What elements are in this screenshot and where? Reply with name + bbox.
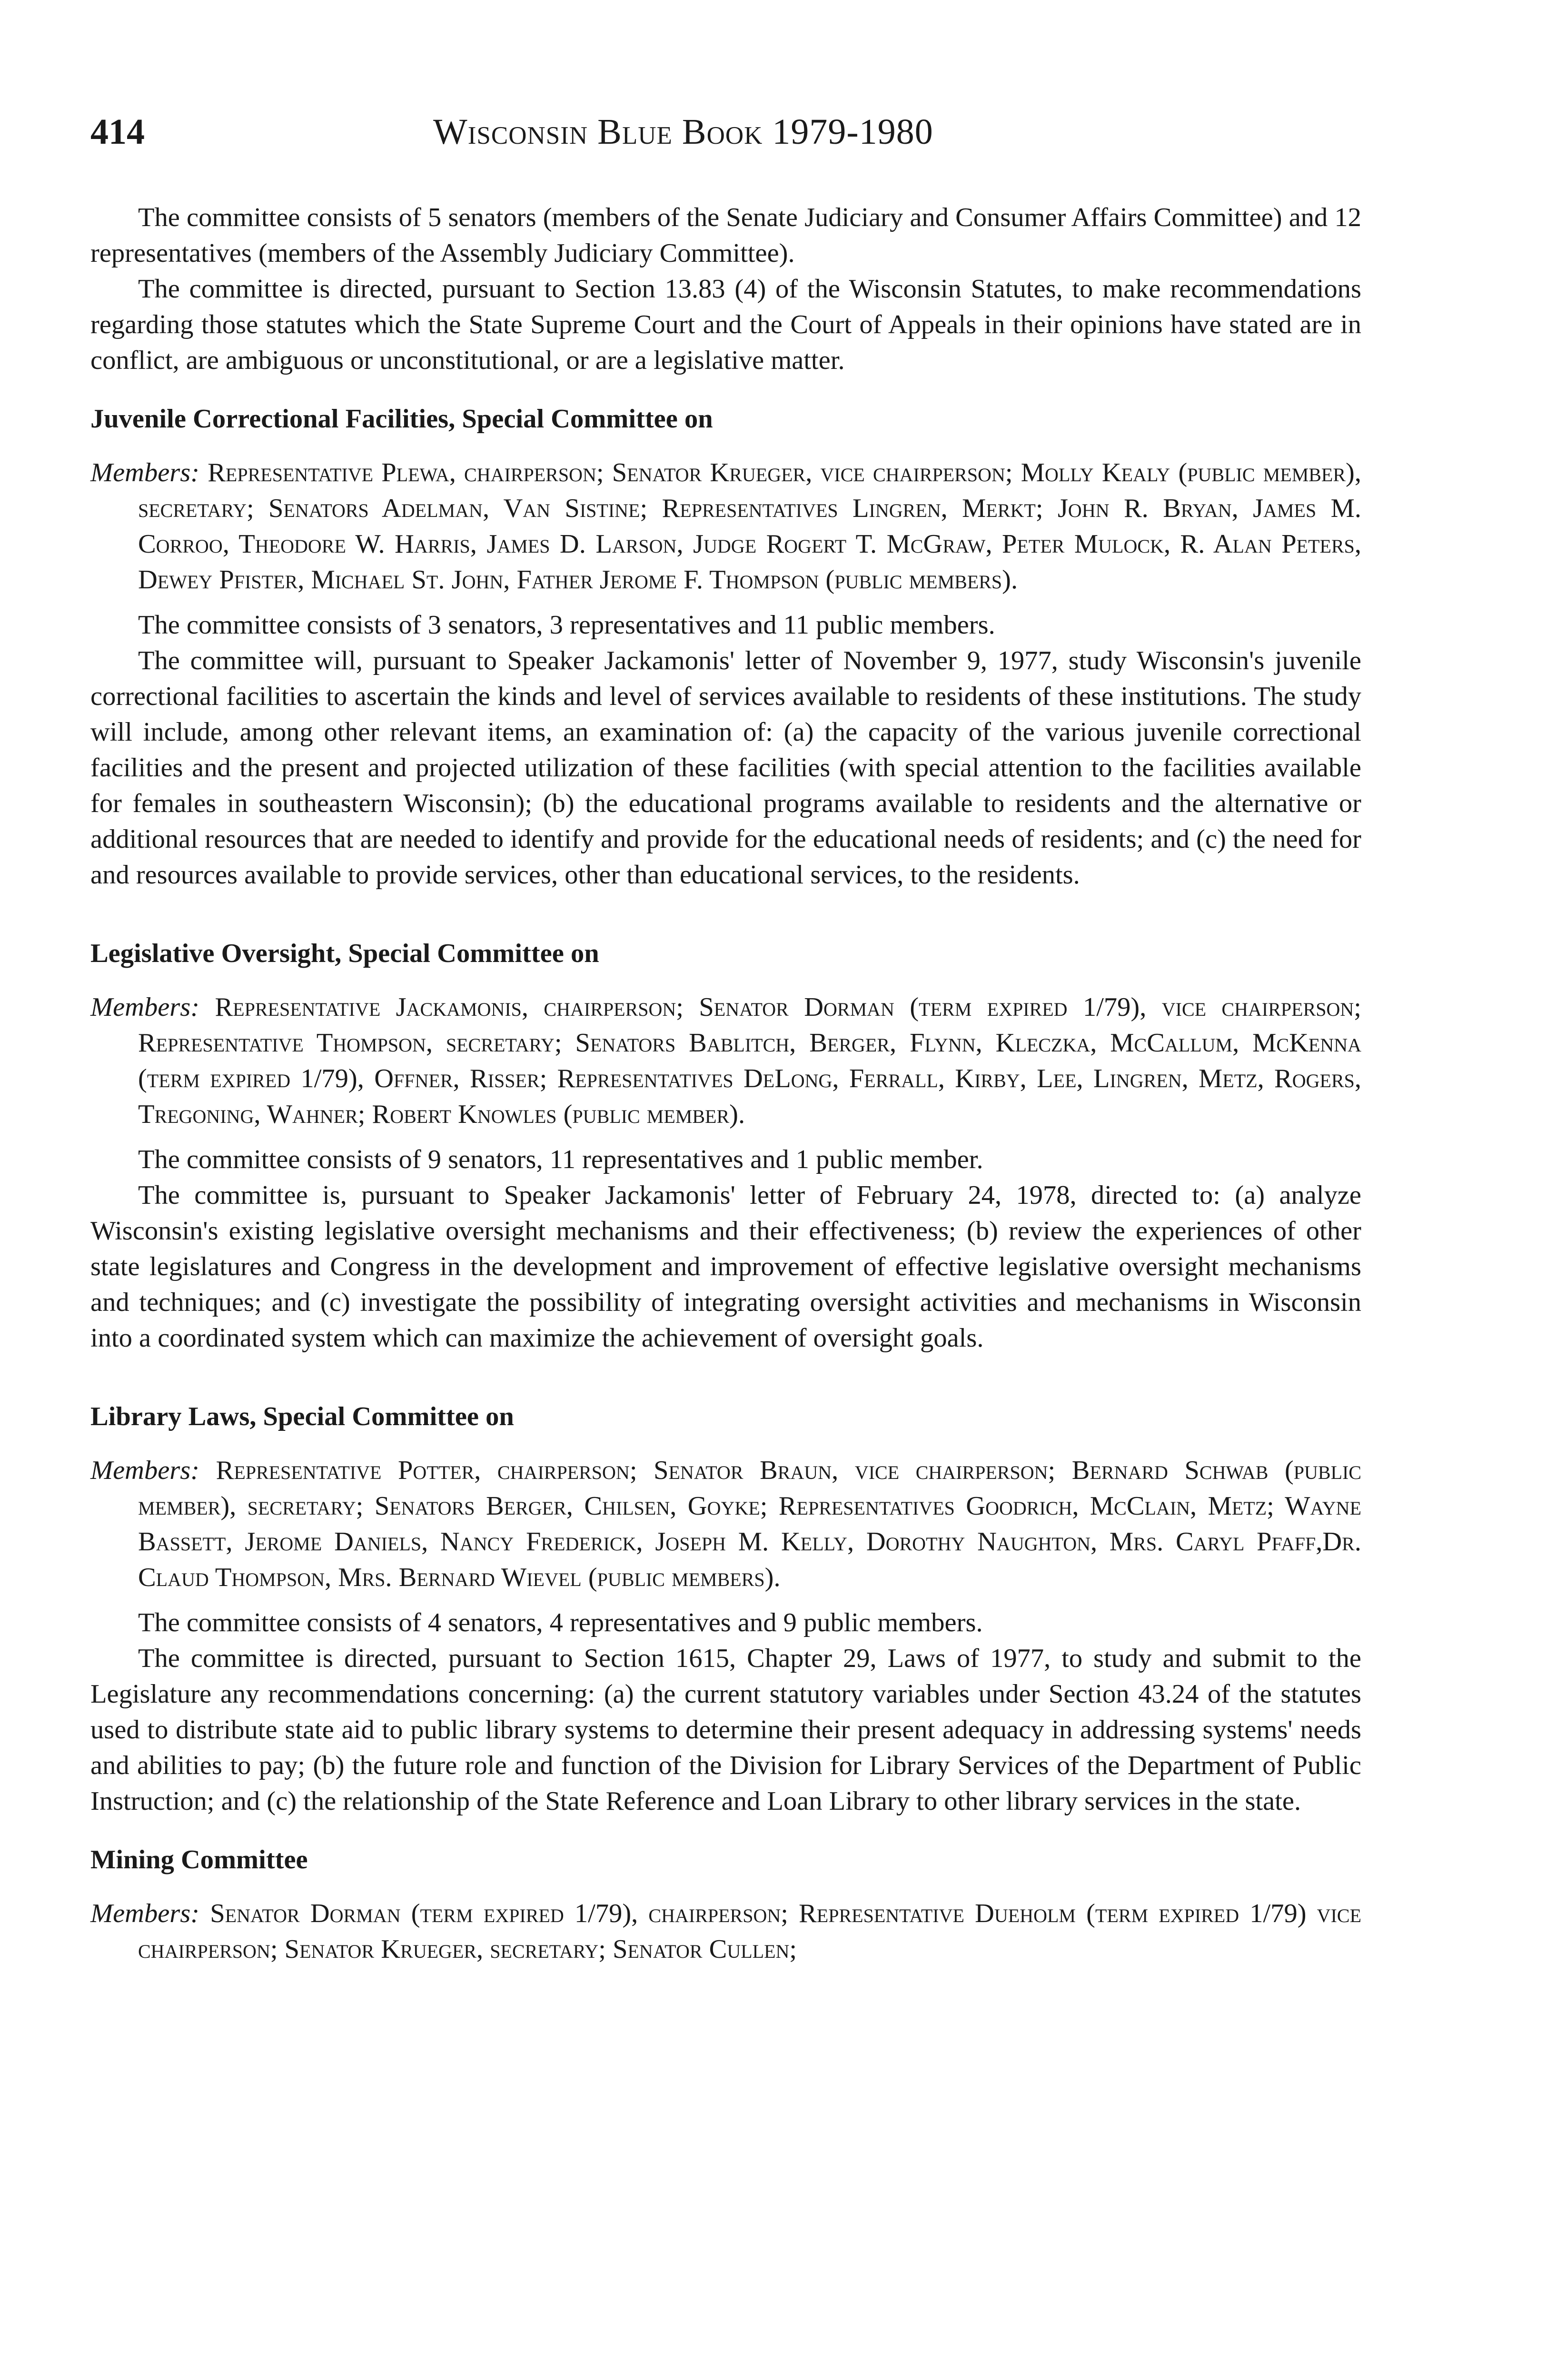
section-heading: Legislative Oversight, Special Committee on	[90, 939, 599, 968]
members-names: Representative Potter, chairperson; Senator Braun, vice chairperson; Bernard Schwab (public member), secretary; Senators Berger, Chilsen, Goyke; Representatives Goodrich, McClain, Metz; Wayne Bassett, Jerome Daniels, Nancy Frederick, Joseph M. Kelly, Dorothy Naughton, Mrs. Caryl Pfaff,Dr. Claud Thompson, Mrs. Bernard Wievel (public members).	[138, 1456, 1362, 1592]
section-heading: Library Laws, Special Committee on	[90, 1402, 514, 1431]
members-names: Representative Plewa, chairperson; Senator Krueger, vice chairperson; Molly Kealy (public member), secretary; Senators Adelman, Van Sistine; Representatives Lingren, Merkt; John R. Bryan, James M. Corroo, Theodore W. Harris, James D. Larson, Judge Rogert T. McGraw, Peter Mulock, R. Alan Peters, Dewey Pfister, Michael St. John, Father Jerome F. Thompson (public members).	[138, 458, 1361, 595]
section-heading: Juvenile Correctional Facilities, Special Committee on	[90, 404, 713, 434]
paragraph: The committee consists of 9 senators, 11 representatives and 1 public member.	[138, 1145, 983, 1174]
paragraph: The committee is directed, pursuant to Section 1615, Chapter 29, Laws of 1977, to study and submit to the Legislature any recommendations concerning: (a) the current statutory variables under Section 43.24 of the statutes used to distribute state aid to public library systems to determine their present adequacy in addressing systems' needs and abilities to pay; (b) the future role and function of the Division for Library Services of the Department of Public Instruction; and (c) the relationship of the State Reference and Loan Library to other library services in the state.	[90, 1644, 1361, 1816]
paragraph: The committee consists of 4 senators, 4 representatives and 9 public members.	[138, 1608, 983, 1637]
paragraph: The committee is directed, pursuant to Section 13.83 (4) of the Wisconsin Statutes, to make recommendations regarding those statutes which the State Supreme Court and the Court of Appeals in their opinions have stated are in conflict, are ambiguous or unconstitutional, or are a legislative matter.	[90, 274, 1361, 375]
members-label: Members:	[90, 1456, 200, 1485]
section-juvenile-correctional-facilities	[90, 401, 1361, 893]
paragraph: The committee consists of 3 senators, 3 representatives and 11 public members.	[138, 610, 995, 640]
page-number: 414	[90, 112, 145, 152]
members-list	[90, 1896, 1361, 1967]
section-mining-committee	[90, 1842, 1361, 1967]
paragraph: The committee consists of 5 senators (members of the Senate Judiciary and Consumer Affairs Committee) and 12 representatives (members of the Assembly Judiciary Committee).	[90, 203, 1361, 268]
intro-section	[90, 200, 1361, 378]
members-list	[90, 1453, 1361, 1596]
running-header	[90, 106, 1376, 158]
members-names: Representative Jackamonis, chairperson; Senator Dorman (term expired 1/79), vice chairperson; Representative Thompson, secretary; Senators Bablitch, Berger, Flynn, Kleczka, McCallum, McKenna (term expired 1/79), Offner, Risser; Representatives DeLong, Ferrall, Kirby, Lee, Lingren, Metz, Rogers, Tregoning, Wahner; Robert Knowles (public member).	[138, 992, 1361, 1129]
paragraph: The committee is, pursuant to Speaker Jackamonis' letter of February 24, 1978, directed to: (a) analyze Wisconsin's existing legislative oversight mechanisms and their effectiveness; (b) review the experiences of other state legislatures and Congress in the development and improvement of effective legislative oversight mechanisms and techniques; and (c) investigate the possibility of integrating oversight activities and mechanisms in Wisconsin into a coordinated system which can maximize the achievement of oversight goals.	[90, 1180, 1361, 1353]
paragraph: The committee will, pursuant to Speaker Jackamonis' letter of November 9, 1977, study Wisconsin's juvenile correctional facilities to ascertain the kinds and level of services available to residents of these institutions. The study will include, among other relevant items, an examination of: (a) the capacity of the various juvenile correctional facilities and the present and projected utilization of these facilities (with special attention to the facilities available for females in southeastern Wisconsin); (b) the educational programs available to residents and the alternative or additional resources that are needed to identify and provide for the educational needs of residents; and (c) the need for and resources available to provide services, other than educational services, to the residents.	[90, 646, 1361, 890]
running-title: Wisconsin Blue Book 1979-1980	[433, 112, 933, 152]
members-list	[90, 990, 1361, 1132]
members-list	[90, 455, 1361, 598]
members-names: Senator Dorman (term expired 1/79), chairperson; Representative Dueholm (term expired 1/79) vice chairperson; Senator Krueger, secretary; Senator Cullen;	[138, 1899, 1362, 1964]
page-body	[90, 200, 1361, 1977]
members-label: Members:	[90, 992, 200, 1022]
section-heading: Mining Committee	[90, 1845, 308, 1874]
section-legislative-oversight	[90, 936, 1361, 1356]
members-label: Members:	[90, 1899, 200, 1928]
members-label: Members:	[90, 458, 200, 487]
section-library-laws	[90, 1399, 1361, 1819]
